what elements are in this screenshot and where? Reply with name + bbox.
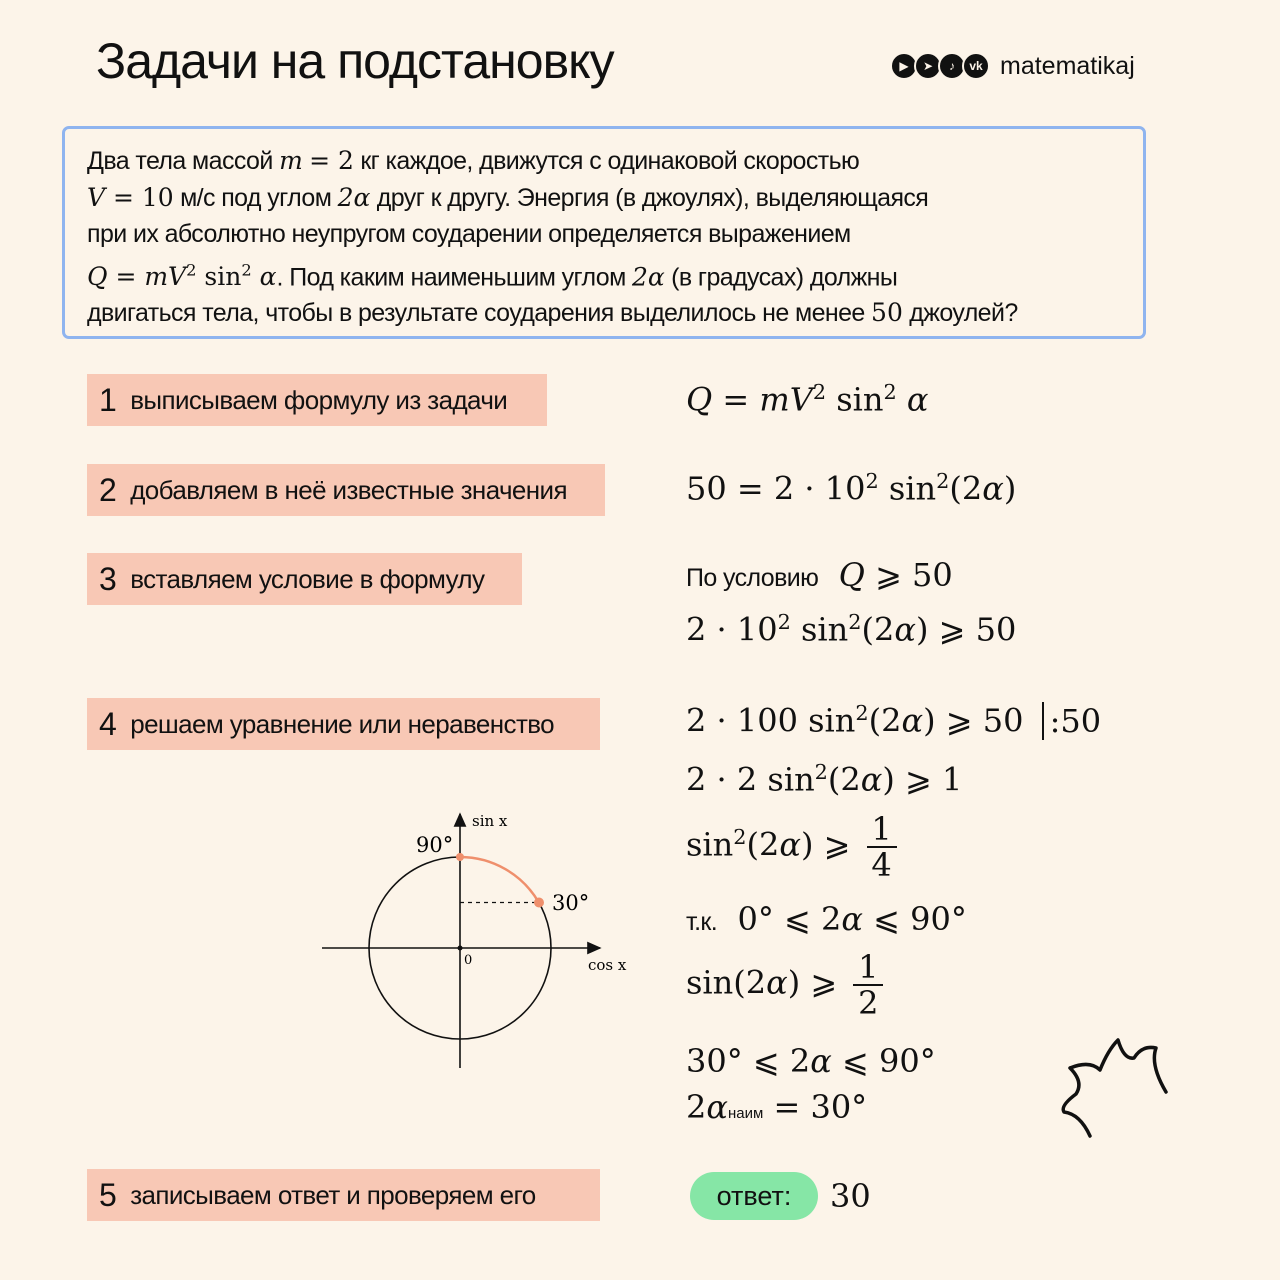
page-title: Задачи на подстановку — [96, 33, 614, 89]
point-30 — [534, 898, 544, 908]
tk-label: т.к. — [686, 908, 718, 936]
label-30: 30° — [552, 891, 590, 915]
step-3 — [87, 553, 522, 605]
brand — [890, 46, 1135, 86]
step-label: решаем уравнение или неравенство — [130, 708, 555, 739]
problem-line-2: V = 10 м/с под углом 2α друг к другу. Энергия (в джоулях), выделяющаяся — [87, 182, 929, 212]
step-5 — [87, 1169, 600, 1221]
formula-step-2: $50 = 2 \cdot 10^2$ $\sin^2(2\alpha)$ — [686, 469, 1017, 508]
formula-step-4b: 2 · 2 $\sin^2(2\alpha)$ ⩾ 1 — [686, 760, 963, 799]
step-1 — [87, 374, 547, 426]
problem-text: двигаться тела, чтобы в результате соударения выделилось не менее — [87, 299, 872, 328]
speed-value: 10 — [141, 182, 174, 212]
formula-condition: По условию Q ⩾ 50 — [686, 556, 953, 594]
label-90: 90° — [416, 833, 454, 857]
youtube-icon[interactable]: ▶ — [890, 52, 918, 80]
step-number: 3 — [99, 560, 117, 597]
step-label: записываем ответ и проверяем его — [130, 1179, 536, 1210]
step-number: 5 — [99, 1176, 117, 1213]
problem-line-1: Два тела массой m = 2 кг каждое, движутся с одинаковой скоростью — [87, 146, 860, 175]
step-number: 1 — [99, 381, 117, 418]
energy-value: 50 — [871, 298, 903, 328]
step-label: добавляем в неё известные значения — [130, 474, 567, 505]
formula-step-1: $Q = mV^2$ $\sin^2 \alpha$ — [686, 380, 929, 419]
problem-text: (в градусах) должны — [664, 262, 898, 291]
formula-step-4c: $\sin^2(2\alpha)$ ⩾ $\frac{1}{4}$ — [686, 812, 897, 882]
step-2 — [87, 464, 605, 516]
problem-text: джоулей? — [902, 299, 1018, 328]
condition-label: По условию — [686, 564, 819, 592]
step-label: выписываем формулу из задачи — [130, 384, 508, 415]
problem-text: м/с под углом — [173, 183, 338, 212]
angle-value: 2α — [632, 261, 665, 291]
brand-name: matematikaj — [1000, 51, 1135, 80]
problem-text: кг каждое, движутся с одинаковой скоростью — [360, 147, 860, 175]
tiktok-icon[interactable]: ♪ — [938, 52, 966, 80]
angle-value: 2α — [337, 182, 371, 212]
formula-step-4f: 30° ⩽ 2α ⩽ 90° — [686, 1042, 936, 1080]
cos-axis-label: cos x — [588, 956, 627, 974]
problem-text: . Под каким наименьшим углом — [276, 262, 633, 291]
origin-point — [458, 946, 463, 951]
unit-circle-diagram — [310, 800, 650, 1080]
answer-badge: ответ: — [690, 1172, 818, 1220]
formula-step-4e: sin(2α) ⩾ $\frac{1}{2}$ — [686, 950, 883, 1020]
problem-text: Два тела массой — [87, 147, 280, 175]
problem-line-3: при их абсолютно неупругом соударении определяется выражением — [87, 220, 851, 248]
min-subscript: наим — [727, 1105, 764, 1122]
step-number: 4 — [99, 705, 117, 742]
formula-step-4a: 2 · 100 $\sin^2(2\alpha)$ ⩾ 50 :50 — [686, 701, 1102, 740]
formula-step-4d: т.к. 0° ⩽ 2α ⩽ 90° — [686, 900, 967, 938]
vk-icon[interactable]: vk — [962, 52, 990, 80]
divide-note: :50 — [1042, 702, 1102, 740]
step-label: вставляем условие в формулу — [130, 563, 485, 594]
label-origin: 0 — [464, 953, 473, 968]
formula-step-3: $2 \cdot 10^2$ $\sin^2(2\alpha)$ ⩾ 50 — [686, 610, 1017, 649]
formula-step-4g: 2αнаим = 30° — [686, 1088, 868, 1126]
point-90 — [456, 853, 464, 861]
step-number: 2 — [99, 471, 117, 508]
problem-line-5 — [87, 295, 1121, 332]
sin-axis-label: sin x — [472, 812, 508, 830]
problem-text: друг к другу. Энергия (в джоулях), выделяющаяся — [370, 183, 929, 212]
mass-value: 2 — [338, 146, 354, 175]
telegram-icon[interactable]: ➤ — [914, 52, 942, 80]
step-4 — [87, 698, 600, 750]
problem-box — [62, 126, 1146, 339]
answer-value: 30 — [830, 1177, 871, 1215]
energy-formula: $Q = mV^2$ $\sin^2 \alpha$ — [87, 260, 277, 291]
math-m: m — [279, 146, 303, 175]
social-icons — [890, 52, 986, 80]
sparkle-decoration — [1050, 1030, 1180, 1150]
solution-arc — [460, 857, 539, 903]
problem-line-4 — [87, 253, 1121, 296]
